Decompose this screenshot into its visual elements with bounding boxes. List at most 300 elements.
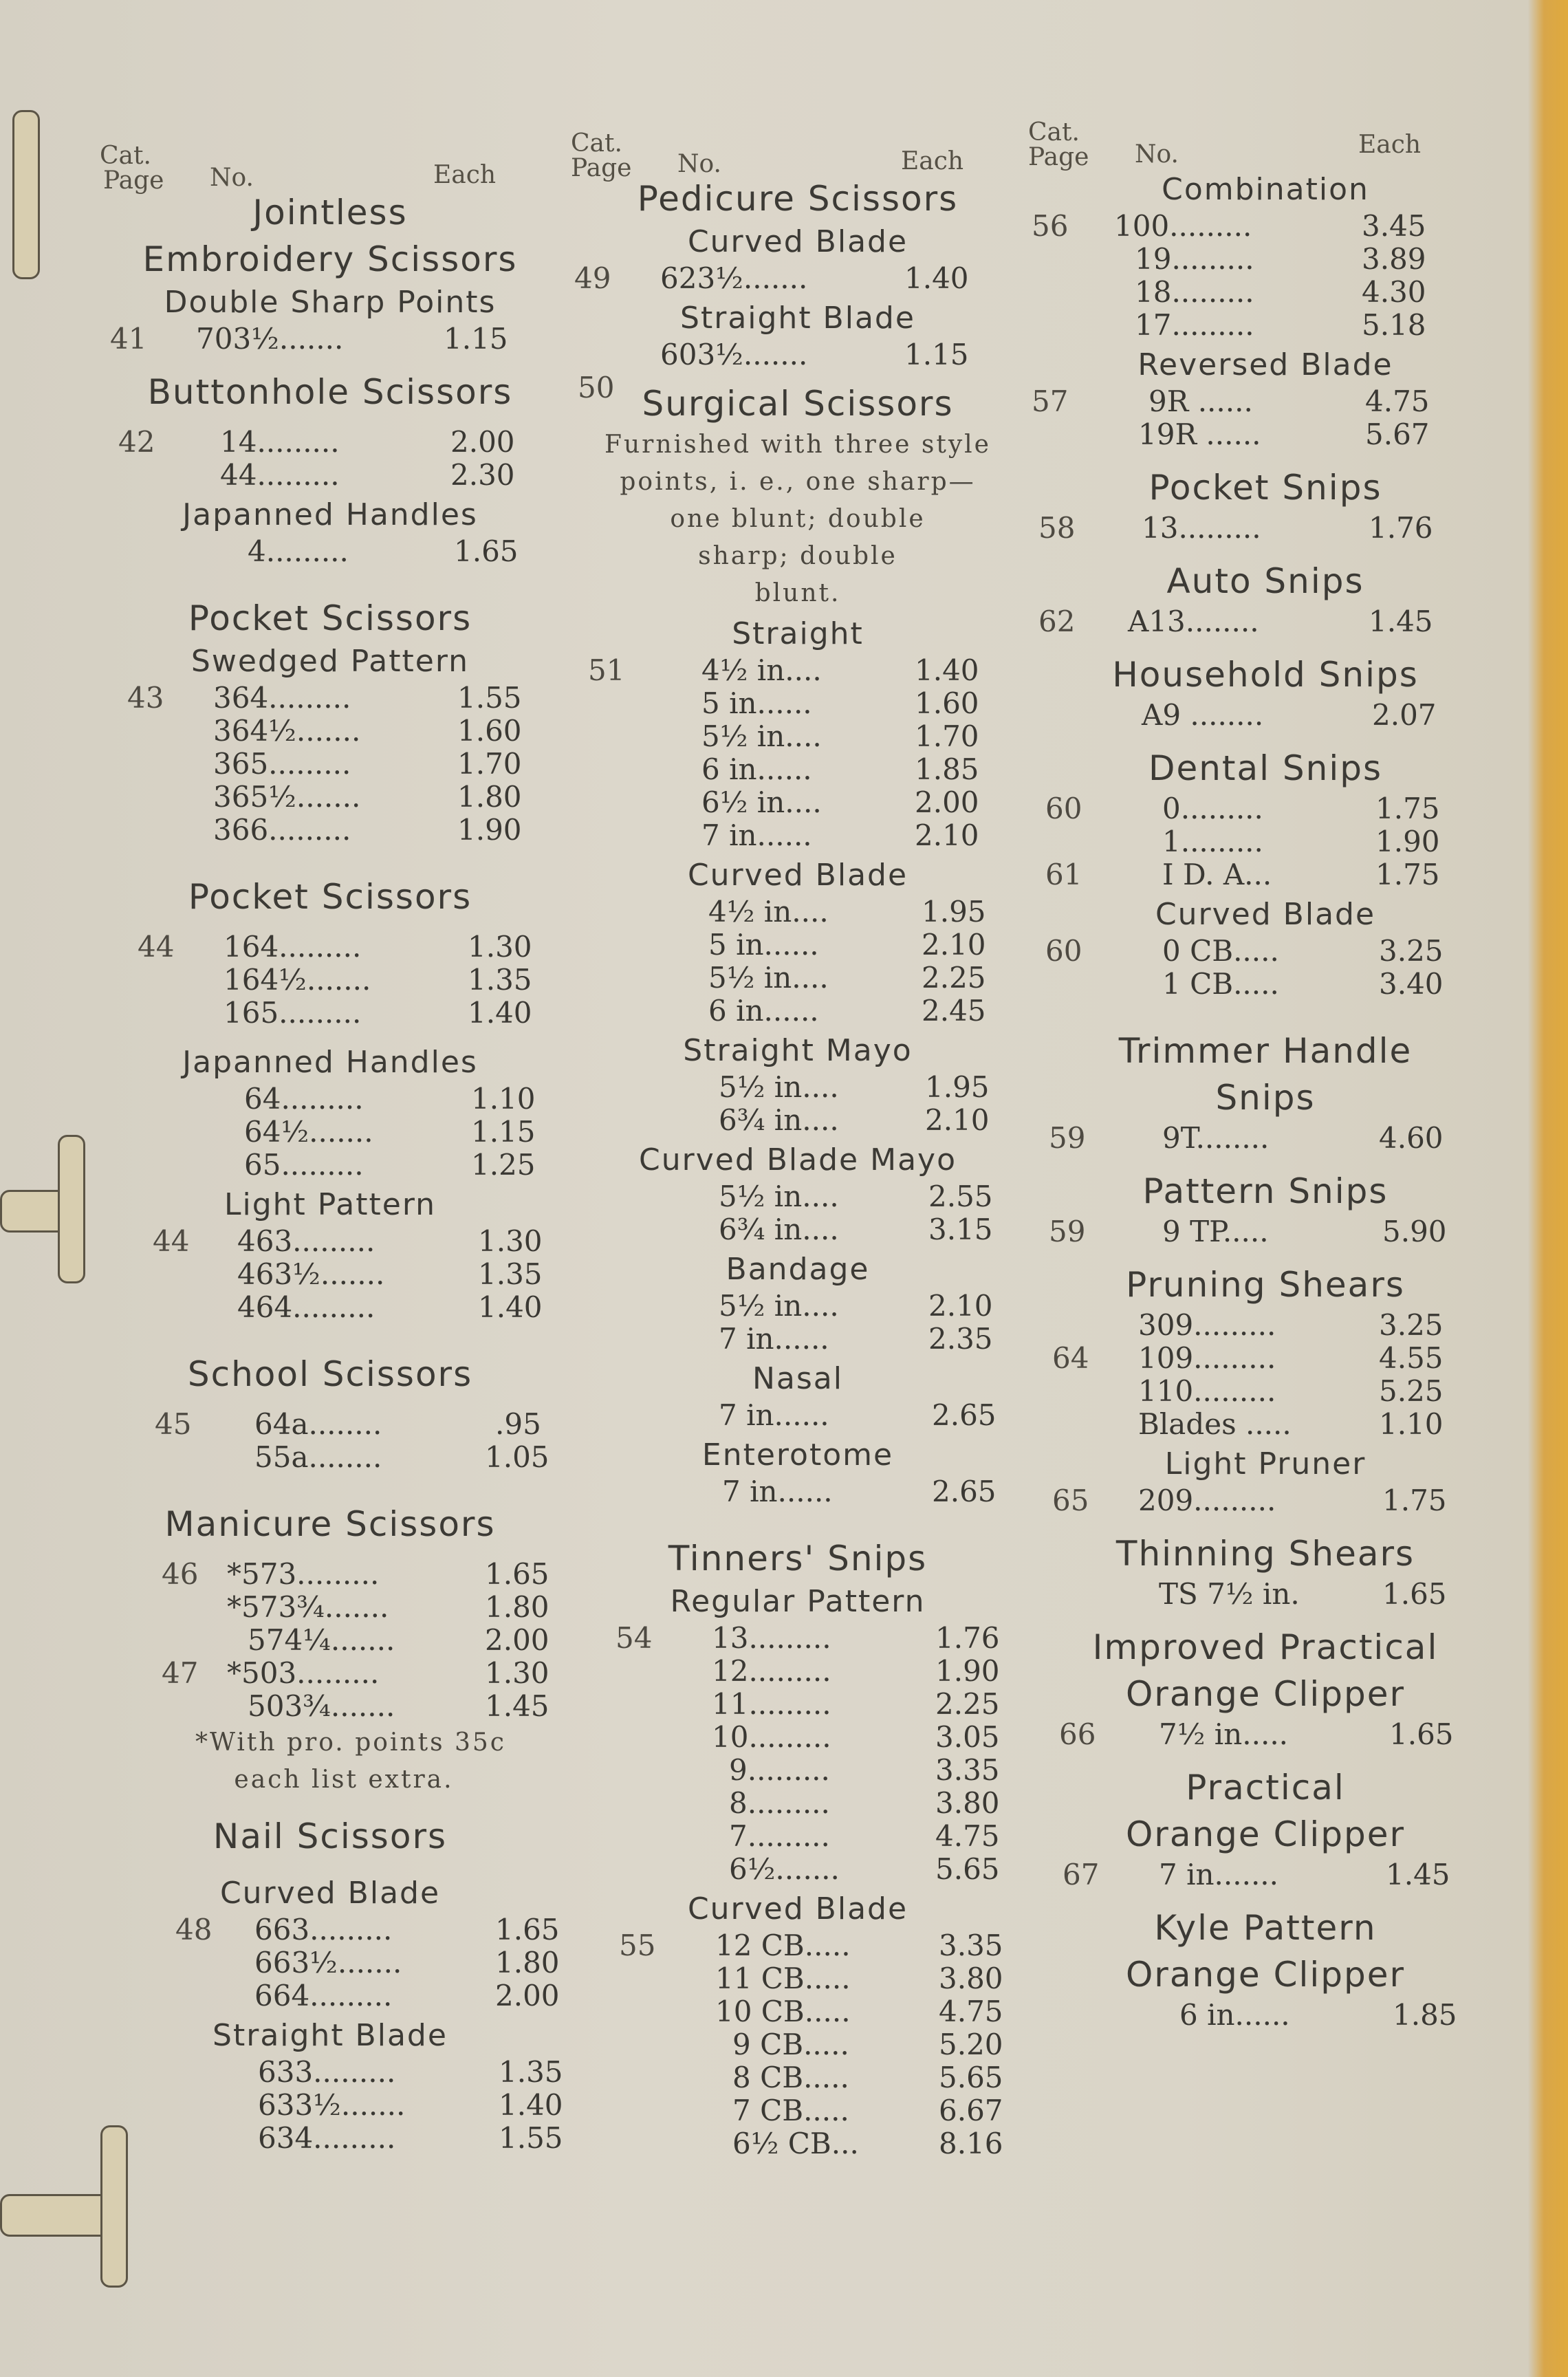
catalog-page-number: 56 xyxy=(1032,209,1069,243)
price-row xyxy=(564,1754,1032,1787)
unit-price: 1.45 xyxy=(485,1689,549,1723)
unit-price: 1.85 xyxy=(915,752,979,786)
item-number: 7 in...... xyxy=(719,1322,829,1356)
subsection-title: Curved Blade xyxy=(1155,897,1376,932)
price-row xyxy=(564,1929,1032,1962)
item-number: *503......... xyxy=(227,1656,380,1690)
catalog-page-number: 57 xyxy=(1032,384,1069,418)
section-title: Snips xyxy=(1215,1078,1316,1118)
price-row xyxy=(564,1688,1032,1721)
section-title: Practical xyxy=(1186,1768,1345,1808)
price-row xyxy=(1025,1309,1506,1342)
item-number: A9 ........ xyxy=(1142,698,1264,732)
price-row xyxy=(1025,699,1506,732)
price-row xyxy=(96,1657,564,1690)
item-number: 366......... xyxy=(213,813,351,847)
unit-price: 3.05 xyxy=(935,1720,1000,1754)
catalog-page-number: 59 xyxy=(1049,1215,1086,1248)
unit-price: 5.65 xyxy=(935,1852,1000,1886)
price-row xyxy=(564,654,1032,687)
price-row xyxy=(1025,210,1506,243)
item-number: 0 CB..... xyxy=(1162,934,1279,968)
price-row xyxy=(564,262,1032,295)
catalog-page-number: 62 xyxy=(1038,605,1076,638)
unit-price: 5.67 xyxy=(1365,417,1430,451)
unit-price: 2.00 xyxy=(495,1979,560,2012)
item-number: 5 in...... xyxy=(701,686,812,720)
subsection-title: Nasal xyxy=(752,1361,843,1396)
item-number: 5½ in.... xyxy=(708,961,829,995)
section-title: Pattern Snips xyxy=(1142,1171,1389,1211)
subsection-title: Japanned Handles xyxy=(182,1045,478,1080)
item-number: 19......... xyxy=(1135,242,1254,276)
price-row xyxy=(96,682,564,715)
column-header xyxy=(1025,117,1506,186)
item-number: 11......... xyxy=(712,1687,831,1721)
next-page-edge xyxy=(1528,0,1568,2377)
unit-price: 2.00 xyxy=(450,425,515,459)
price-row xyxy=(96,715,564,748)
unit-price: .95 xyxy=(495,1407,541,1441)
catalog-page-number: 45 xyxy=(155,1407,192,1441)
item-number: 9 CB..... xyxy=(732,2028,849,2061)
unit-price: 5.25 xyxy=(1379,1374,1444,1408)
section-title: Surgical Scissors xyxy=(642,384,954,424)
unit-price: 1.90 xyxy=(457,813,522,847)
item-number: 663......... xyxy=(254,1913,393,1946)
unit-price: 8.16 xyxy=(939,2127,1003,2160)
unit-price: 2.10 xyxy=(925,1103,990,1137)
item-number: 0......... xyxy=(1162,792,1263,825)
item-number: 6 in...... xyxy=(1179,1998,1290,2032)
unit-price: 1.76 xyxy=(1369,511,1433,545)
price-row xyxy=(1025,1718,1506,1751)
unit-price: 3.89 xyxy=(1362,242,1426,276)
unit-price: 1.75 xyxy=(1375,858,1440,891)
unit-price: 1.80 xyxy=(495,1946,560,1979)
section-title: Pedicure Scissors xyxy=(637,179,959,219)
section-title: Manicure Scissors xyxy=(164,1504,496,1544)
price-row xyxy=(1025,1375,1506,1408)
price-row xyxy=(564,1399,1032,1432)
price-row xyxy=(1025,418,1506,451)
section-title: Dental Snips xyxy=(1148,748,1383,788)
subsection-title: Curved Blade xyxy=(687,858,908,893)
item-number: 9R ...... xyxy=(1148,384,1253,418)
item-number: 6¾ in.... xyxy=(719,1103,839,1137)
price-row xyxy=(96,1558,564,1591)
item-number: 623½....... xyxy=(660,261,808,295)
price-row xyxy=(564,819,1032,852)
unit-price: 2.35 xyxy=(928,1322,993,1356)
price-row xyxy=(564,1104,1032,1137)
price-row xyxy=(96,997,564,1030)
unit-price: 1.10 xyxy=(1379,1407,1444,1441)
item-number: 663½....... xyxy=(254,1946,402,1979)
column-3 xyxy=(1025,117,1506,2032)
unit-price: 3.80 xyxy=(939,1962,1003,1995)
unit-price: 4.75 xyxy=(939,1995,1003,2028)
price-row xyxy=(96,2056,564,2089)
item-number: 7 CB..... xyxy=(732,2094,849,2127)
price-row xyxy=(96,535,564,568)
unit-price: 1.65 xyxy=(1382,1577,1447,1611)
subsection-title: Double Sharp Points xyxy=(164,285,497,320)
section-title: Nail Scissors xyxy=(213,1816,448,1856)
item-number: 364......... xyxy=(213,681,351,715)
price-row xyxy=(96,1291,564,1324)
section-title: Orange Clipper xyxy=(1125,1955,1406,1995)
column-1 xyxy=(96,117,564,2155)
section-title: Trimmer Handle xyxy=(1118,1031,1413,1071)
item-number: 14......... xyxy=(220,425,340,459)
item-number: 5½ in.... xyxy=(701,719,822,753)
item-number: 664......... xyxy=(254,1979,393,2012)
header-each: Each xyxy=(901,147,964,175)
column-2 xyxy=(564,117,1032,2160)
price-row xyxy=(564,896,1032,929)
item-number: 5 in...... xyxy=(708,928,819,962)
item-number: 110......... xyxy=(1138,1374,1276,1408)
price-row xyxy=(96,1225,564,1258)
unit-price: 1.75 xyxy=(1382,1484,1447,1517)
price-row xyxy=(564,753,1032,786)
unit-price: 1.70 xyxy=(915,719,979,753)
unit-price: 1.40 xyxy=(915,653,979,687)
item-number: 100......... xyxy=(1114,209,1252,243)
item-number: 365½....... xyxy=(213,780,361,814)
unit-price: 3.35 xyxy=(939,1929,1003,1962)
catalog-page-number: 66 xyxy=(1059,1717,1096,1751)
column-header xyxy=(96,117,564,195)
item-number: 633......... xyxy=(258,2055,396,2089)
item-number: 6 in...... xyxy=(701,752,812,786)
price-row xyxy=(1025,1342,1506,1375)
price-row xyxy=(1025,1858,1506,1891)
price-row xyxy=(1025,1122,1506,1155)
unit-price: 3.25 xyxy=(1379,1308,1444,1342)
price-row xyxy=(96,1083,564,1116)
price-row xyxy=(96,459,564,492)
unit-price: 2.10 xyxy=(915,818,979,852)
item-number: 44......... xyxy=(220,458,340,492)
unit-price: 4.30 xyxy=(1362,275,1426,309)
item-number: 164½....... xyxy=(224,963,371,997)
catalog-page-number: 60 xyxy=(1045,792,1082,825)
price-row xyxy=(1025,309,1506,342)
price-row xyxy=(96,1116,564,1149)
subsection-title: Reversed Blade xyxy=(1137,347,1393,382)
section-title: Embroidery Scissors xyxy=(142,239,518,279)
footnote: each list extra. xyxy=(234,1766,454,1794)
item-number: I D. A... xyxy=(1162,858,1272,891)
price-row xyxy=(96,2122,564,2155)
item-number: Blades ..... xyxy=(1138,1407,1292,1441)
price-row xyxy=(1025,276,1506,309)
unit-price: 1.65 xyxy=(495,1913,560,1946)
section-title: Auto Snips xyxy=(1166,561,1364,601)
price-row xyxy=(96,1149,564,1182)
price-row xyxy=(96,1913,564,1946)
unit-price: 1.75 xyxy=(1375,792,1440,825)
item-number: 633½....... xyxy=(258,2088,406,2122)
unit-price: 3.35 xyxy=(935,1753,1000,1787)
unit-price: 2.65 xyxy=(932,1398,997,1432)
description-line: blunt. xyxy=(754,579,841,607)
item-number: 12 CB..... xyxy=(715,1929,851,1962)
unit-price: 3.80 xyxy=(935,1786,1000,1820)
subsection-title: Regular Pattern xyxy=(670,1584,926,1619)
header-each: Each xyxy=(433,161,497,189)
item-number: 7......... xyxy=(729,1819,830,1853)
unit-price: 1.55 xyxy=(499,2121,563,2155)
price-row xyxy=(96,1408,564,1441)
item-number: 4½ in.... xyxy=(708,895,829,929)
price-row xyxy=(1025,512,1506,545)
unit-price: 3.15 xyxy=(928,1213,993,1246)
unit-price: 1.05 xyxy=(485,1440,549,1474)
price-row xyxy=(1025,968,1506,1001)
subsection-title: Straight Mayo xyxy=(683,1033,913,1068)
price-row xyxy=(1025,605,1506,638)
subsection-title: Japanned Handles xyxy=(182,497,478,532)
subsection-title: Straight xyxy=(732,616,864,651)
section-title: Pocket Snips xyxy=(1148,468,1382,508)
unit-price: 1.90 xyxy=(935,1654,1000,1688)
item-number: 165......... xyxy=(224,996,362,1030)
unit-price: 2.10 xyxy=(928,1289,993,1323)
unit-price: 1.95 xyxy=(925,1070,990,1104)
catalog-page-number: 60 xyxy=(1045,934,1082,968)
section-title: Pruning Shears xyxy=(1126,1265,1405,1305)
binder-ring-top xyxy=(12,110,40,279)
unit-price: 1.15 xyxy=(471,1115,536,1149)
unit-price: 1.15 xyxy=(444,322,508,356)
price-row xyxy=(564,1475,1032,1508)
price-row xyxy=(1025,1484,1506,1517)
unit-price: 5.90 xyxy=(1382,1215,1447,1248)
subsection-title: Bandage xyxy=(726,1252,870,1287)
column-header xyxy=(564,117,1032,186)
item-number: 6¾ in.... xyxy=(719,1213,839,1246)
catalog-page-number: 59 xyxy=(1049,1121,1086,1155)
subsection-title: Light Pruner xyxy=(1164,1446,1366,1481)
subsection-title: Curved Blade Mayo xyxy=(639,1142,957,1177)
item-number: 6½ CB... xyxy=(732,2127,859,2160)
unit-price: 2.10 xyxy=(922,928,986,962)
unit-price: 1.80 xyxy=(457,780,522,814)
price-row xyxy=(96,2089,564,2122)
header-each: Each xyxy=(1358,131,1422,159)
price-row xyxy=(564,1995,1032,2028)
catalog-page-number: 54 xyxy=(616,1621,653,1655)
catalog-page-number: 44 xyxy=(153,1224,190,1258)
section-title: Pocket Scissors xyxy=(188,598,472,638)
item-number: 634......... xyxy=(258,2121,396,2155)
unit-price: 1.65 xyxy=(1389,1717,1454,1751)
item-number: 365......... xyxy=(213,747,351,781)
header-page: Page xyxy=(571,154,632,182)
price-row xyxy=(564,1290,1032,1323)
unit-price: 5.65 xyxy=(939,2061,1003,2094)
unit-price: 2.00 xyxy=(915,785,979,819)
item-number: 64a........ xyxy=(254,1407,382,1441)
catalog-page-number: 44 xyxy=(138,930,175,964)
unit-price: 1.76 xyxy=(935,1621,1000,1655)
item-number: 164......... xyxy=(224,930,362,964)
price-row xyxy=(96,1690,564,1723)
item-number: 9......... xyxy=(729,1753,830,1787)
item-number: 1......... xyxy=(1162,825,1263,858)
binder-ring-middle-post xyxy=(58,1135,85,1283)
section-title: Orange Clipper xyxy=(1125,1674,1406,1714)
section-title: Improved Practical xyxy=(1092,1627,1439,1667)
description-line: points, i. e., one sharp— xyxy=(620,468,976,496)
description-line: sharp; double xyxy=(698,542,897,570)
catalog-page-number: 67 xyxy=(1063,1858,1100,1891)
subsection-title: Swedged Pattern xyxy=(190,644,470,679)
item-number: 8 CB..... xyxy=(732,2061,849,2094)
unit-price: 1.65 xyxy=(454,534,519,568)
unit-price: 1.40 xyxy=(499,2088,563,2122)
price-row xyxy=(564,1721,1032,1754)
unit-price: 1.70 xyxy=(457,747,522,781)
unit-price: 1.60 xyxy=(457,714,522,748)
price-row xyxy=(1025,1408,1506,1441)
header-cat: Cat. xyxy=(100,142,151,170)
price-row xyxy=(564,1820,1032,1853)
price-row xyxy=(564,1213,1032,1246)
item-number: 603½....... xyxy=(660,338,808,371)
section-title: Kyle Pattern xyxy=(1154,1908,1377,1948)
price-row xyxy=(564,1655,1032,1688)
unit-price: 1.65 xyxy=(485,1557,549,1591)
item-number: 9T........ xyxy=(1162,1121,1270,1155)
catalog-page-number: 51 xyxy=(588,653,625,687)
footnote: *With pro. points 35c xyxy=(195,1728,506,1757)
catalog-page-number: 61 xyxy=(1045,858,1082,891)
unit-price: 1.85 xyxy=(1393,1998,1457,2032)
price-row xyxy=(564,2127,1032,2160)
price-row xyxy=(1025,792,1506,825)
item-number: 10 CB..... xyxy=(715,1995,851,2028)
price-row xyxy=(1025,858,1506,891)
price-row xyxy=(564,720,1032,753)
section-title: Jointless xyxy=(252,193,408,232)
item-number: 13......... xyxy=(1142,511,1261,545)
price-row xyxy=(1025,1999,1506,2032)
price-row xyxy=(564,1787,1032,1820)
item-number: 4½ in.... xyxy=(701,653,822,687)
item-number: 109......... xyxy=(1138,1341,1276,1375)
header-page: Page xyxy=(1028,143,1089,171)
price-row xyxy=(564,962,1032,995)
section-title: Thinning Shears xyxy=(1115,1534,1415,1574)
item-number: 464......... xyxy=(237,1290,375,1324)
item-number: 55a........ xyxy=(254,1440,382,1474)
item-number: 703½....... xyxy=(196,322,344,356)
unit-price: 1.15 xyxy=(904,338,969,371)
section-title: Buttonhole Scissors xyxy=(147,372,513,412)
price-row xyxy=(96,426,564,459)
catalog-page-number: 49 xyxy=(574,261,611,295)
price-row xyxy=(96,814,564,847)
price-row xyxy=(1025,1578,1506,1611)
unit-price: 1.90 xyxy=(1375,825,1440,858)
unit-price: 1.40 xyxy=(468,996,532,1030)
subsection-title: Curved Blade xyxy=(219,1876,441,1911)
subsection-title: Curved Blade xyxy=(687,1891,908,1926)
catalog-page-number: 41 xyxy=(110,322,147,356)
catalog-page-number: 58 xyxy=(1038,511,1076,545)
unit-price: 4.75 xyxy=(1365,384,1430,418)
header-cat: Cat. xyxy=(571,129,622,158)
unit-price: 2.25 xyxy=(935,1687,1000,1721)
price-row xyxy=(564,338,1032,371)
section-title: Tinners' Snips xyxy=(668,1539,928,1578)
unit-price: 1.30 xyxy=(485,1656,549,1690)
unit-price: 4.55 xyxy=(1379,1341,1444,1375)
header-no: No. xyxy=(210,164,254,192)
unit-price: 1.45 xyxy=(1386,1858,1450,1891)
price-row xyxy=(96,781,564,814)
unit-price: 2.00 xyxy=(485,1623,549,1657)
unit-price: 1.60 xyxy=(915,686,979,720)
section-title: Pocket Scissors xyxy=(188,877,472,917)
item-number: 463½....... xyxy=(237,1257,385,1291)
item-number: 6½ in.... xyxy=(701,785,822,819)
item-number: 7 in....... xyxy=(1159,1858,1279,1891)
item-number: *573......... xyxy=(227,1557,380,1591)
item-number: 463......... xyxy=(237,1224,375,1258)
unit-price: 1.45 xyxy=(1369,605,1433,638)
item-number: 9 TP..... xyxy=(1162,1215,1269,1248)
price-row xyxy=(96,931,564,964)
unit-price: 1.30 xyxy=(478,1224,543,1258)
unit-price: 1.35 xyxy=(499,2055,563,2089)
item-number: 64½....... xyxy=(244,1115,373,1149)
item-number: 7 in...... xyxy=(722,1475,833,1508)
item-number: 574¼....... xyxy=(248,1623,395,1657)
price-row xyxy=(564,1622,1032,1655)
price-row xyxy=(96,1624,564,1657)
price-row xyxy=(1025,825,1506,858)
price-row xyxy=(564,786,1032,819)
item-number: 19R ...... xyxy=(1138,417,1261,451)
section-title: Household Snips xyxy=(1112,655,1419,695)
unit-price: 2.65 xyxy=(932,1475,997,1508)
item-number: 11 CB..... xyxy=(715,1962,851,1995)
item-number: 209......... xyxy=(1138,1484,1276,1517)
unit-price: 1.35 xyxy=(478,1257,543,1291)
price-row xyxy=(564,1180,1032,1213)
catalog-page-number: 46 xyxy=(162,1557,199,1591)
price-row xyxy=(564,371,1032,404)
item-number: TS 7½ in. xyxy=(1159,1577,1300,1611)
subsection-title: Combination xyxy=(1162,172,1369,207)
price-row xyxy=(564,1323,1032,1356)
price-row xyxy=(96,1591,564,1624)
item-number: 64......... xyxy=(244,1082,364,1116)
price-row xyxy=(564,687,1032,720)
subsection-title: Curved Blade xyxy=(687,224,908,259)
item-number: 309......... xyxy=(1138,1308,1276,1342)
item-number: 6 in...... xyxy=(708,994,819,1028)
unit-price: 1.95 xyxy=(922,895,986,929)
price-row xyxy=(564,2028,1032,2061)
description-line: Furnished with three style xyxy=(605,431,991,459)
price-row xyxy=(1025,1215,1506,1248)
